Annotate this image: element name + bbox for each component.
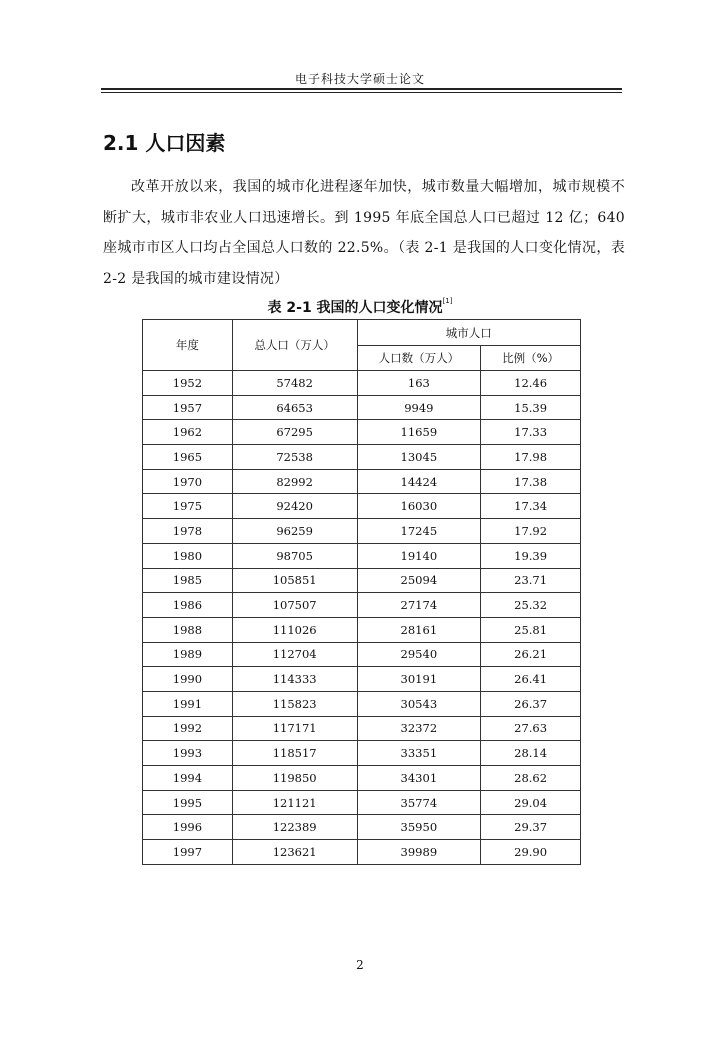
cell-total-population: 96259 [232,519,357,544]
cell-total-population: 72538 [232,445,357,470]
cell-total-population: 98705 [232,543,357,568]
cell-urban-count: 29540 [357,642,481,667]
table-row [143,445,581,470]
body-paragraph: 改革开放以来，我国的城市化进程逐年加快，城市数量大幅增加，城市规模不断扩大，城市非农业人口迅速增长。到 1995 年底全国总人口已超过 12 亿；640 座城市市区人口均占全国总人口数的 22.5%。（表 2-1 是我国的人口变化情况，表 2-2 是我国的城市建设情况） [103,179,625,287]
cell-ratio: 28.62 [481,766,581,791]
cell-ratio: 25.81 [481,617,581,642]
cell-total-population: 67295 [232,420,357,445]
table-row [143,741,581,766]
cell-urban-count: 34301 [357,766,481,791]
header-year: 年度 [143,320,233,371]
cell-ratio: 15.39 [481,395,581,420]
cell-year: 1993 [143,741,233,766]
cell-year: 1988 [143,617,233,642]
table-row [143,494,581,519]
table-row [143,667,581,692]
header-rule [101,88,622,93]
table-caption-reference: [1] [442,297,453,305]
table-row [143,642,581,667]
cell-ratio: 17.98 [481,445,581,470]
cell-ratio: 19.39 [481,543,581,568]
cell-urban-count: 19140 [357,543,481,568]
page-number: 2 [356,958,364,972]
cell-total-population: 123621 [232,840,357,865]
table-row [143,420,581,445]
cell-total-population: 119850 [232,766,357,791]
cell-ratio: 17.38 [481,469,581,494]
cell-ratio: 27.63 [481,716,581,741]
cell-ratio: 29.37 [481,815,581,840]
cell-year: 1996 [143,815,233,840]
cell-year: 1989 [143,642,233,667]
cell-total-population: 122389 [232,815,357,840]
cell-year: 1997 [143,840,233,865]
cell-total-population: 111026 [232,617,357,642]
cell-year: 1991 [143,691,233,716]
cell-total-population: 121121 [232,790,357,815]
cell-urban-count: 11659 [357,420,481,445]
cell-urban-count: 30191 [357,667,481,692]
cell-year: 1962 [143,420,233,445]
cell-year: 1986 [143,593,233,618]
cell-ratio: 29.90 [481,840,581,865]
cell-total-population: 92420 [232,494,357,519]
cell-urban-count: 35950 [357,815,481,840]
cell-urban-count: 16030 [357,494,481,519]
table-row [143,395,581,420]
population-table [142,319,581,865]
cell-total-population: 57482 [232,371,357,396]
header-urban-count: 人口数（万人） [357,346,481,371]
header-urban-population: 城市人口 [357,320,581,346]
table-row [143,766,581,791]
cell-year: 1957 [143,395,233,420]
cell-ratio: 29.04 [481,790,581,815]
table-row [143,519,581,544]
cell-year: 1980 [143,543,233,568]
header-total-population: 总人口（万人） [232,320,357,371]
table-caption-text: 表 2-1 我国的人口变化情况 [267,300,443,316]
cell-year: 1978 [143,519,233,544]
cell-total-population: 112704 [232,642,357,667]
cell-urban-count: 14424 [357,469,481,494]
cell-ratio: 12.46 [481,371,581,396]
cell-ratio: 26.37 [481,691,581,716]
cell-total-population: 118517 [232,741,357,766]
table-row [143,568,581,593]
cell-total-population: 82992 [232,469,357,494]
table-row [143,790,581,815]
cell-urban-count: 32372 [357,716,481,741]
cell-year: 1994 [143,766,233,791]
cell-year: 1965 [143,445,233,470]
cell-total-population: 114333 [232,667,357,692]
cell-ratio: 28.14 [481,741,581,766]
cell-urban-count: 163 [357,371,481,396]
table-row [143,840,581,865]
cell-year: 1995 [143,790,233,815]
cell-total-population: 105851 [232,568,357,593]
cell-urban-count: 39989 [357,840,481,865]
cell-year: 1975 [143,494,233,519]
cell-urban-count: 17245 [357,519,481,544]
section-heading: 2.1 人口因素 [103,131,226,155]
cell-urban-count: 30543 [357,691,481,716]
cell-year: 1985 [143,568,233,593]
table-body [143,371,581,865]
cell-total-population: 64653 [232,395,357,420]
cell-ratio: 26.41 [481,667,581,692]
table-row [143,593,581,618]
cell-ratio: 17.34 [481,494,581,519]
cell-urban-count: 28161 [357,617,481,642]
cell-year: 1990 [143,667,233,692]
table-row [143,716,581,741]
table-row [143,469,581,494]
cell-year: 1970 [143,469,233,494]
cell-urban-count: 35774 [357,790,481,815]
cell-total-population: 115823 [232,691,357,716]
cell-year: 1952 [143,371,233,396]
cell-ratio: 26.21 [481,642,581,667]
cell-total-population: 107507 [232,593,357,618]
table-row [143,543,581,568]
cell-urban-count: 27174 [357,593,481,618]
cell-ratio: 17.92 [481,519,581,544]
cell-ratio: 23.71 [481,568,581,593]
cell-urban-count: 9949 [357,395,481,420]
cell-ratio: 25.32 [481,593,581,618]
cell-year: 1992 [143,716,233,741]
table-row [143,691,581,716]
cell-ratio: 17.33 [481,420,581,445]
cell-urban-count: 13045 [357,445,481,470]
table-row [143,617,581,642]
page-header-title: 电子科技大学硕士论文 [294,72,425,86]
table-row [143,815,581,840]
table-caption [0,297,720,317]
cell-total-population: 117171 [232,716,357,741]
cell-urban-count: 33351 [357,741,481,766]
table-row [143,371,581,396]
header-ratio: 比例（%） [481,346,581,371]
cell-urban-count: 25094 [357,568,481,593]
